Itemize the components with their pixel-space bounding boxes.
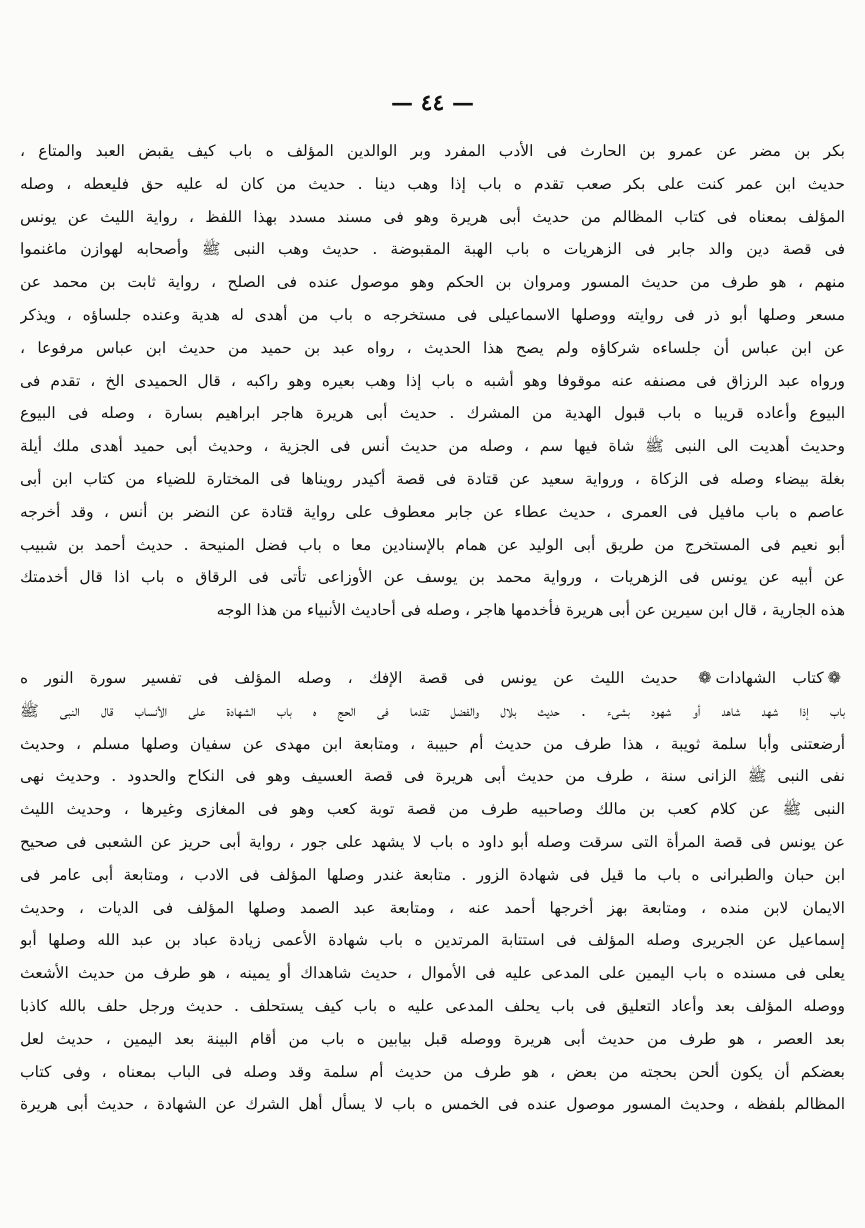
- text-line: أبو نعيم فى المستخرج من طريق أبى الوليد عن همام بالإسنادين معا ه باب فضل المنيحة . حديث أحمد بن شبيب: [20, 535, 845, 554]
- ornament-icon: ❁: [698, 668, 712, 687]
- text-line: النبى ﷺ عن كلام كعب بن مالك وصاحبيه طرف من قصة توبة كعب وهو فى المغازى وغيرها ، وحديث الليث: [20, 800, 845, 819]
- text-line: المؤلف بمعناه فى كتاب المظالم من حديث أبى هريرة وهو فى مسند مسدد بهذا اللفظ ، رواية الليث عن يونس: [20, 207, 845, 226]
- paragraph-2: [20, 662, 845, 1121]
- text-line: عن أبيه عن يونس فى الزهريات ، ورواية محمد بن يوسف عن الأوزاعى تأتى فى الرقاق ه باب اذا قال أخدمتك: [20, 568, 845, 587]
- text-line: بعد العصر ، هو طرف من حديث أبى هريرة ووصله قبل بيابين ه باب من أقام البينة بعد اليمين ، حديث لعل: [20, 1029, 845, 1048]
- text-line: بكر بن مضر عن عمرو بن الحارث فى الأدب المفرد وبر الوالدين المؤلف ه باب كيف يقبض العبد والمتاع ،: [20, 142, 845, 160]
- text-line: حديث ابن عمر كنت على بكر صعب تقدم ه باب إذا وهب دينا . حديث من كان له عليه حق فليعطه ، وصله: [20, 174, 845, 193]
- text-line: منهم ، هو طرف من حديث المسور ومروان بن الحكم وهو موصول عنده فى الصلح ، رواية ثابت بن محمد عن: [20, 273, 845, 292]
- text-line: هذه الجارية ، قال ابن سيرين عن أبى هريرة فأخدمها هاجر ، وصله فى أحاديث الأنبياء من هذا الوجه: [216, 601, 845, 620]
- text-line: أرضعتنى وأبا سلمة ثويبة ، هذا طرف من حديث أم حبيبة ، ومتابعة ابن مهدى عن سفيان وصلها مسلم ، وحديث: [20, 734, 845, 753]
- paragraph-1: [20, 135, 845, 627]
- text-line: حديث الليث عن يونس فى قصة الإفك ، وصله المؤلف فى تفسير سورة النور ه: [20, 669, 678, 687]
- text-line: نفى النبى ﷺ الزانى سنة ، طرف من حديث أبى هريرة فى قصة العسيف وهو فى النكاح والحدود . وحديث نهى: [20, 767, 845, 786]
- text-line: مسعر وصلها أبو ذر فى روايته ووصلها الاسماعيلى فى مستخرجه ه باب من أهدى له هدية وعنده جلساؤه ، ويذكر: [20, 305, 845, 324]
- text-line: وحديث أهديت الى النبى ﷺ شاة فيها سم ، وصله من حديث أنس فى الجزية ، وحديث أبى حميد أهدى ملك أيلة: [20, 437, 845, 456]
- text-line: بغلة بيضاء وصله فى الزكاة ، ورواية سعيد عن قتادة فى قصة أكيدر رويناها فى المختارة للضياء من كتاب ابن أبى: [20, 469, 845, 488]
- text-line: بعضكم أن يكون ألحن بحجته من بعض ، هو طرف من حديث أم سلمة وقد وصله فى الباب بمعناه ، وفى كتاب: [20, 1062, 845, 1081]
- text-line: فى قصة دين والد جابر فى الزهريات ه باب الهبة المقبوضة . حديث وهب النبى ﷺ وأصحابه لهوازن ماغنموا: [20, 240, 845, 259]
- text-line: ووصله المؤلف بعد وأعاد التعليق فى باب يحلف المدعى عليه ه باب كيف يستحلف . حديث ورجل حلف بالله كاذبا: [20, 996, 845, 1015]
- page-number: — ٤٤ —: [391, 90, 474, 116]
- text-line: ابن حبان والطبرانى ه باب ما قيل فى شهادة الزور . متابعة غندر وصلها المؤلف فى الادب ، ومتابعة أبى عامر فى: [20, 865, 845, 884]
- text-line: إسماعيل عن الجريرى وصله المؤلف فى استتابة المرتدين ه باب شهادة الأعمى زيادة عباد بن عبد الله وصلها أبو: [20, 931, 845, 950]
- text-line: الايمان لابن منده ، ومتابعة بهز أخرجها أحمد عنه ، ومتابعة عبد الصمد وصلها المؤلف فى الديات ، وحديث: [20, 898, 845, 917]
- text-line: يعلى فى مسنده ه باب اليمين على المدعى عليه فى الأموال ، حديث شاهداك أو يمينه ، هو طرف من حديث الأشعث: [20, 964, 845, 983]
- text-line: باب إذا شهد شاهد أو شهود بشىء . حديث بلال والفضل تقدما فى الحج ه باب الشهادة على الأنساب قال النبى ﷺ: [20, 701, 845, 720]
- section-heading: كتاب الشهادات: [715, 669, 824, 687]
- text-line: عن يونس فى قصة المرأة التى سرقت وصله أبو داود ه باب لا يشهد على جور ، رواية أبى حريز عن الشعبى فى صحيح: [20, 832, 845, 851]
- text-line: عن ابن عباس أن جلساءه شركاؤه ولم يصح هذا الحديث ، رواه عبد بن حميد من حديث ابن عباس مرفوعا ،: [20, 338, 845, 357]
- text-line: المظالم بلفظه ، وحديث المسور موصول عنده فى الخمس ه باب لا يسأل أهل الشرك عن الشهادة ، حديث أبى هريرة: [20, 1095, 845, 1114]
- ornament-icon: ❁: [827, 668, 841, 687]
- text-line: عاصم ه باب مافيل فى العمرى ، حديث عطاء عن جابر معطوف على رواية قتادة عن النضر بن أنس ، وقد أخرجه: [20, 502, 845, 521]
- text-line: البيوع وأعاده قريبا ه باب قبول الهدية من المشرك . حديث أبى هريرة هاجر ابراهيم بسارة ، وصله فى البيوع: [20, 404, 845, 423]
- section-heading-line: [20, 662, 845, 695]
- text-line: ورواه عبد الرزاق فى مصنفه عنه موقوفا وهو أشبه ه باب إذا وهب بعيره وهو راكبه ، قال الحميدى الخ ، تقدم فى: [20, 371, 845, 390]
